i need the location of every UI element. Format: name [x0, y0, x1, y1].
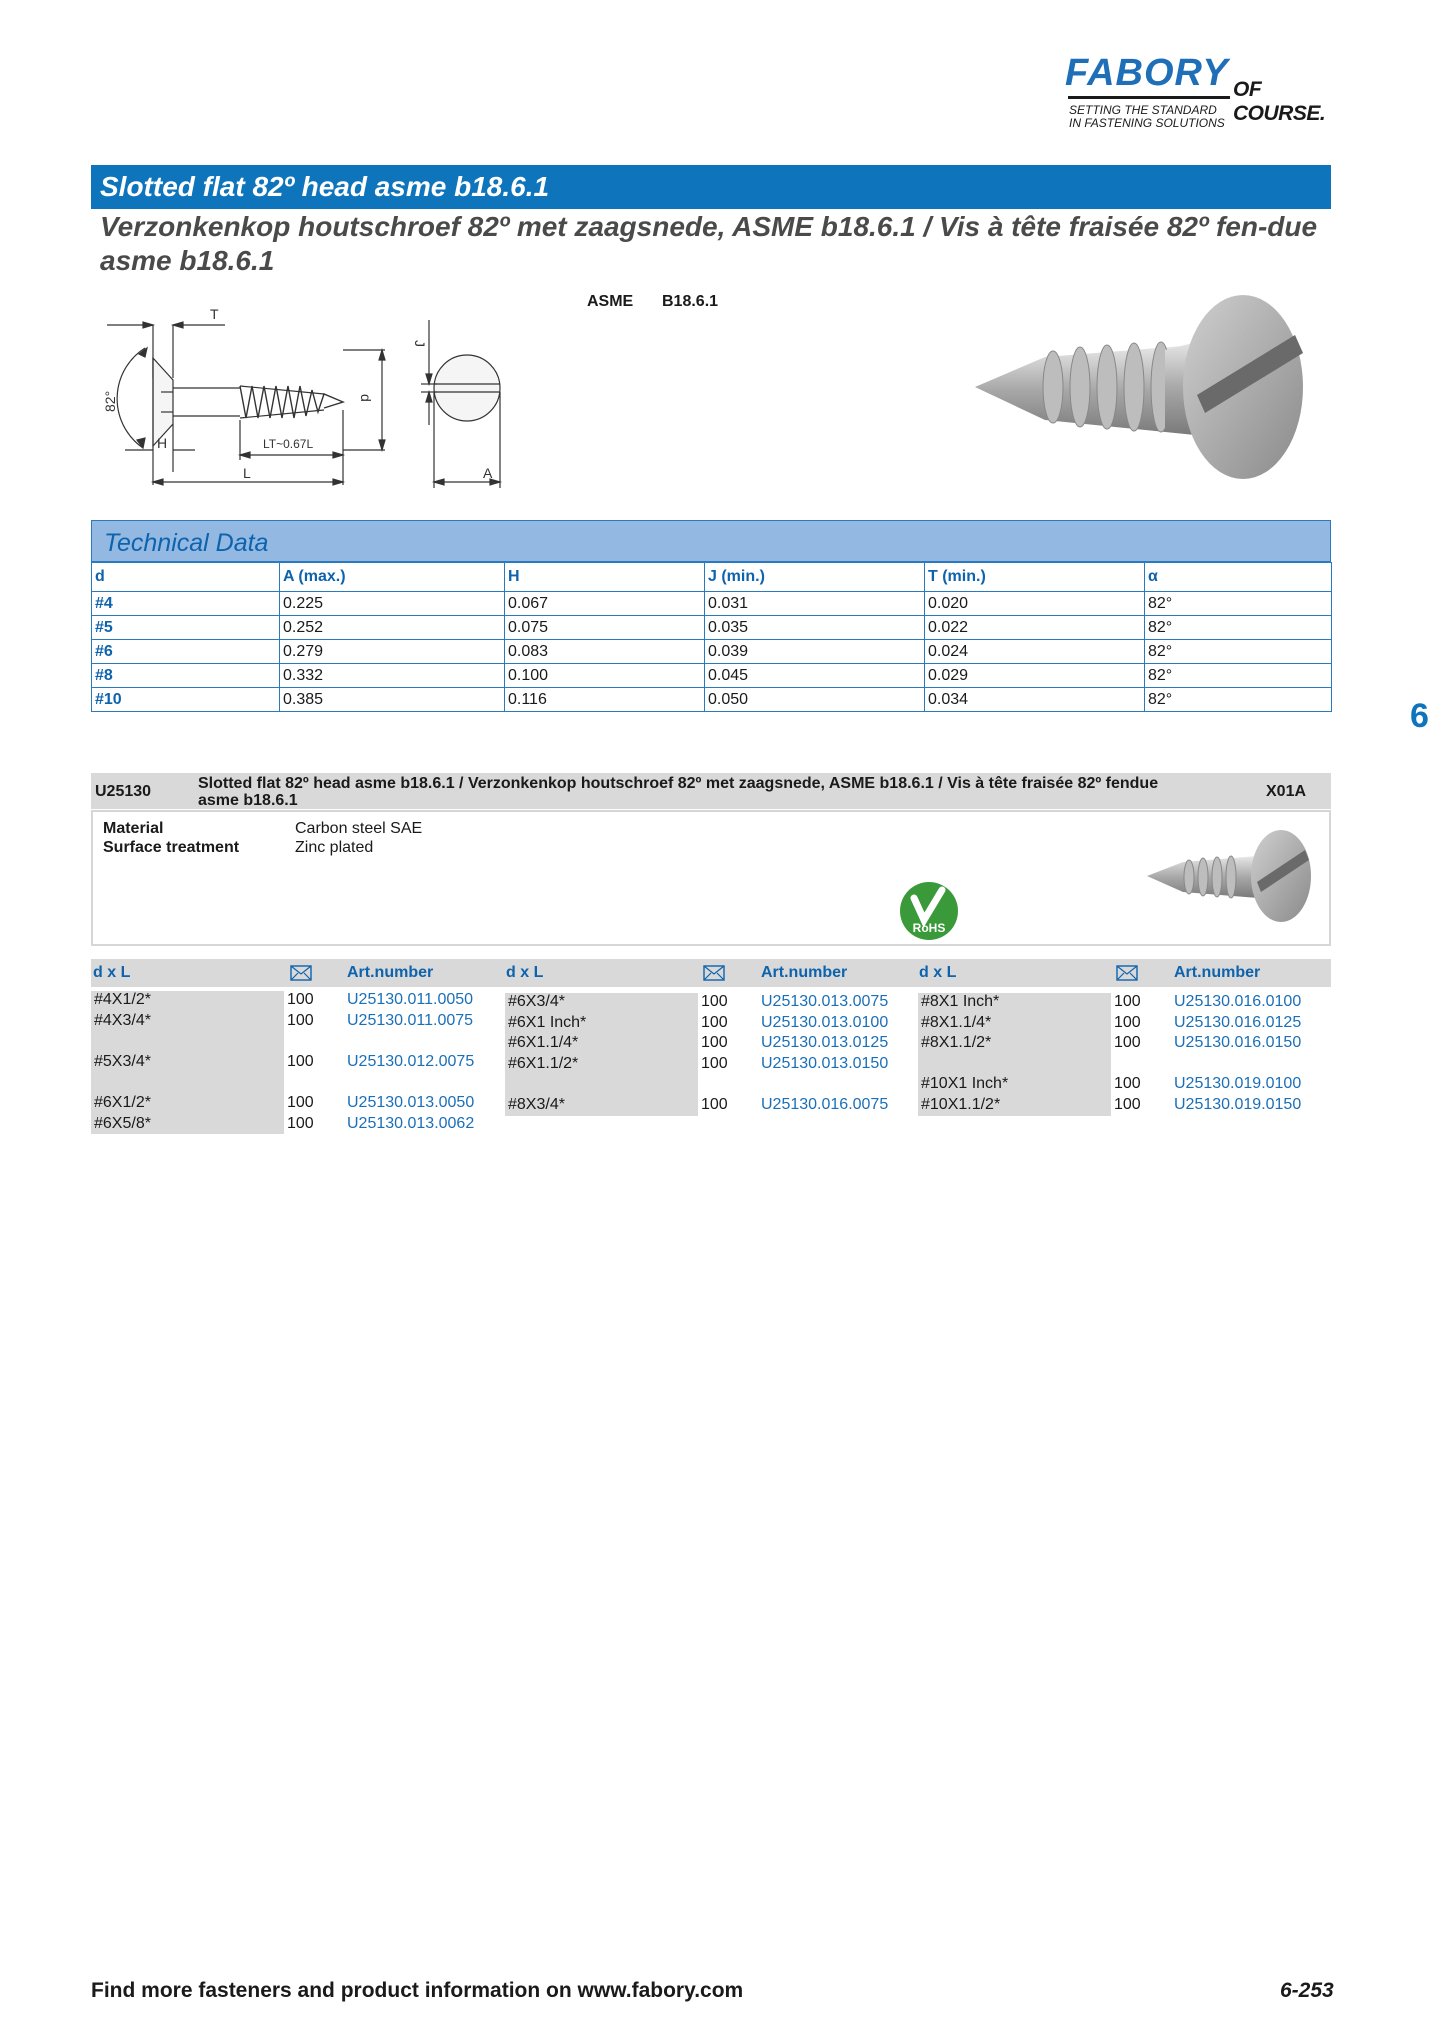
screw-rendering	[965, 295, 1325, 495]
article-size: #6X1.1/4*	[508, 1034, 579, 1052]
table-row	[92, 640, 1332, 664]
dim-J: J	[412, 340, 428, 347]
pack-quantity: 100	[701, 1034, 728, 1052]
article-size: #10X1.1/2*	[921, 1096, 1001, 1113]
pack-quantity: 100	[1114, 1075, 1141, 1093]
table-cell: 0.083	[505, 640, 705, 664]
article-size: #10X1 Inch*	[921, 1075, 1009, 1093]
article-number-link[interactable]: U25130.016.0075	[761, 1096, 889, 1113]
article-number-link[interactable]: U25130.013.0075	[761, 993, 889, 1010]
table-cell: 0.100	[505, 664, 705, 688]
table-header-cell: T (min.)	[925, 563, 1145, 592]
article-number-link[interactable]: U25130.013.0062	[347, 1114, 475, 1132]
standard-label: ASME	[587, 293, 634, 310]
table-row	[92, 616, 1332, 640]
col2-art-header: Art.number	[761, 964, 848, 981]
page-title: Slotted flat 82º head asme b18.6.1	[100, 171, 550, 202]
article-number-link[interactable]: U25130.019.0100	[1174, 1075, 1302, 1093]
col1-dxl-header: d x L	[93, 964, 131, 981]
article-size: #8X1 Inch*	[921, 993, 1000, 1010]
table-cell: #6	[92, 640, 280, 664]
table-cell: #10	[92, 688, 280, 712]
table-cell: 0.075	[505, 616, 705, 640]
technical-drawing	[95, 300, 535, 500]
col2-dxl-header: d x L	[506, 964, 544, 981]
page-number: 6-253	[1280, 1979, 1334, 2002]
logo-name: FABORY	[1065, 52, 1229, 94]
article-size: #6X1/2*	[94, 1094, 151, 1111]
article-number-link[interactable]: U25130.016.0125	[1174, 1013, 1302, 1031]
material-value: Carbon steel SAE	[295, 820, 423, 837]
table-cell: 0.031	[705, 592, 925, 616]
col3-envelope-icon	[1116, 965, 1138, 981]
section-tab: 6	[1410, 697, 1429, 735]
table-cell: 0.067	[505, 592, 705, 616]
dim-T: T	[210, 306, 219, 322]
logo-slogan-line1: SETTING THE STANDARD	[1069, 103, 1217, 117]
page-subtitle: Verzonkenkop houtschroef 82º met zaagsnede, ASME b18.6.1 / Vis à tête fraisée 82º fen-due asme b18.6.1	[100, 211, 1318, 276]
table-cell: 0.034	[925, 688, 1145, 712]
table-cell: 0.385	[280, 688, 505, 712]
standard-value: B18.6.1	[662, 293, 719, 310]
table-header-cell: J (min.)	[705, 563, 925, 592]
pack-quantity: 100	[1114, 1096, 1141, 1113]
table-cell: 82°	[1145, 664, 1332, 688]
logo-slogan-line2: IN FASTENING SOLUTIONS	[1069, 116, 1225, 130]
article-number-link[interactable]: U25130.019.0150	[1174, 1096, 1302, 1113]
table-cell: #8	[92, 664, 280, 688]
article-number-link[interactable]: U25130.013.0125	[761, 1034, 889, 1052]
table-cell: #5	[92, 616, 280, 640]
table-header-row	[92, 563, 1332, 592]
title-bar	[91, 165, 1331, 209]
table-header-cell: α	[1145, 563, 1332, 592]
dim-H: H	[157, 435, 168, 451]
article-number-link[interactable]: U25130.013.0150	[761, 1054, 889, 1072]
col1-art-header: Art.number	[347, 964, 434, 981]
table-cell: 82°	[1145, 616, 1332, 640]
dim-angle: 82°	[102, 390, 118, 412]
technical-data-header	[91, 520, 1331, 562]
article-size: #8X1.1/2*	[921, 1034, 992, 1052]
pack-quantity: 100	[287, 1011, 314, 1029]
table-cell: 0.332	[280, 664, 505, 688]
product-code: U25130	[95, 783, 152, 800]
article-number-link[interactable]: U25130.013.0100	[761, 1013, 889, 1031]
article-size: #8X3/4*	[508, 1096, 565, 1113]
rohs-badge	[898, 880, 960, 942]
rohs-label: RoHS	[912, 921, 946, 935]
product-description-line1: Slotted flat 82º head asme b18.6.1 / Verzonkenkop houtschroef 82º met zaagsnede, ASME b18.6.1 / Vis à tête fraisée 82º fendue	[198, 775, 1159, 792]
table-row	[92, 592, 1332, 616]
fabory-logo	[1065, 52, 1355, 142]
logo-of-course: OF COURSE.	[1233, 78, 1326, 125]
table-cell: 0.022	[925, 616, 1145, 640]
table-cell: 0.039	[705, 640, 925, 664]
surface-value: Zinc plated	[295, 839, 374, 856]
table-cell: 0.020	[925, 592, 1145, 616]
article-size: #4X3/4*	[94, 1011, 151, 1029]
pack-quantity: 100	[701, 1096, 728, 1113]
article-size: #6X3/4*	[508, 993, 565, 1010]
article-size: #8X1.1/4*	[921, 1013, 992, 1031]
technical-data-table	[91, 562, 1332, 712]
table-row	[92, 664, 1332, 688]
table-cell: 0.279	[280, 640, 505, 664]
table-cell: #4	[92, 592, 280, 616]
table-cell: 0.116	[505, 688, 705, 712]
product-image	[1143, 826, 1318, 926]
article-number-link[interactable]: U25130.013.0050	[347, 1094, 475, 1111]
col3-dxl-header: d x L	[919, 964, 957, 981]
table-header-cell: A (max.)	[280, 563, 505, 592]
product-description	[198, 775, 1198, 809]
table-header-cell: d	[92, 563, 280, 592]
table-row	[92, 688, 1332, 712]
article-number-link[interactable]: U25130.011.0050	[347, 991, 474, 1008]
table-cell: 82°	[1145, 640, 1332, 664]
table-cell: 82°	[1145, 688, 1332, 712]
dim-L: L	[243, 465, 251, 481]
table-cell: 0.035	[705, 616, 925, 640]
logo-slogan	[1069, 104, 1225, 130]
pack-quantity: 100	[287, 1094, 314, 1111]
logo-rule	[1068, 96, 1230, 99]
pack-quantity: 100	[287, 1114, 314, 1132]
pack-quantity: 100	[1114, 1013, 1141, 1031]
article-size: #6X1 Inch*	[508, 1013, 587, 1031]
table-cell: 0.225	[280, 592, 505, 616]
technical-data	[91, 520, 1331, 712]
pack-quantity: 100	[1114, 1034, 1141, 1052]
surface-label: Surface treatment	[103, 839, 240, 856]
pack-quantity: 100	[701, 993, 728, 1010]
article-number-link[interactable]: U25130.016.0100	[1174, 993, 1302, 1010]
pack-quantity: 100	[701, 1013, 728, 1031]
article-size: #4X1/2*	[94, 991, 151, 1008]
product-details	[91, 810, 1331, 946]
pack-quantity: 100	[701, 1054, 728, 1072]
article-size: #6X5/8*	[94, 1114, 151, 1132]
dim-LT: LT~0.67L	[263, 437, 314, 451]
table-cell: 0.252	[280, 616, 505, 640]
footer-text: Find more fasteners and product information on www.fabory.com	[91, 1979, 744, 2002]
article-number-link[interactable]: U25130.012.0075	[347, 1052, 475, 1070]
article-size: #6X1.1/2*	[508, 1054, 579, 1072]
table-cell: 0.029	[925, 664, 1145, 688]
table-header-cell: H	[505, 563, 705, 592]
article-number-link[interactable]: U25130.011.0075	[347, 1011, 474, 1029]
pack-quantity: 100	[1114, 993, 1141, 1010]
pack-quantity: 100	[287, 991, 314, 1008]
product-code-right: X01A	[1266, 783, 1307, 800]
product-header	[91, 773, 1331, 809]
article-size: #5X3/4*	[94, 1052, 151, 1070]
col3-art-header: Art.number	[1174, 964, 1261, 981]
col1-envelope-icon	[290, 965, 312, 981]
articles-header	[91, 959, 1331, 987]
product-description-line2: asme b18.6.1	[198, 792, 298, 809]
table-cell: 0.045	[705, 664, 925, 688]
table-cell: 0.050	[705, 688, 925, 712]
table-cell: 0.024	[925, 640, 1145, 664]
table-cell: 82°	[1145, 592, 1332, 616]
dim-A: A	[483, 465, 493, 481]
col2-envelope-icon	[703, 965, 725, 981]
technical-data-title: Technical Data	[104, 529, 269, 557]
material-label: Material	[103, 820, 164, 837]
article-number-link[interactable]: U25130.016.0150	[1174, 1034, 1302, 1052]
dim-d: d	[358, 394, 374, 402]
pack-quantity: 100	[287, 1052, 314, 1070]
